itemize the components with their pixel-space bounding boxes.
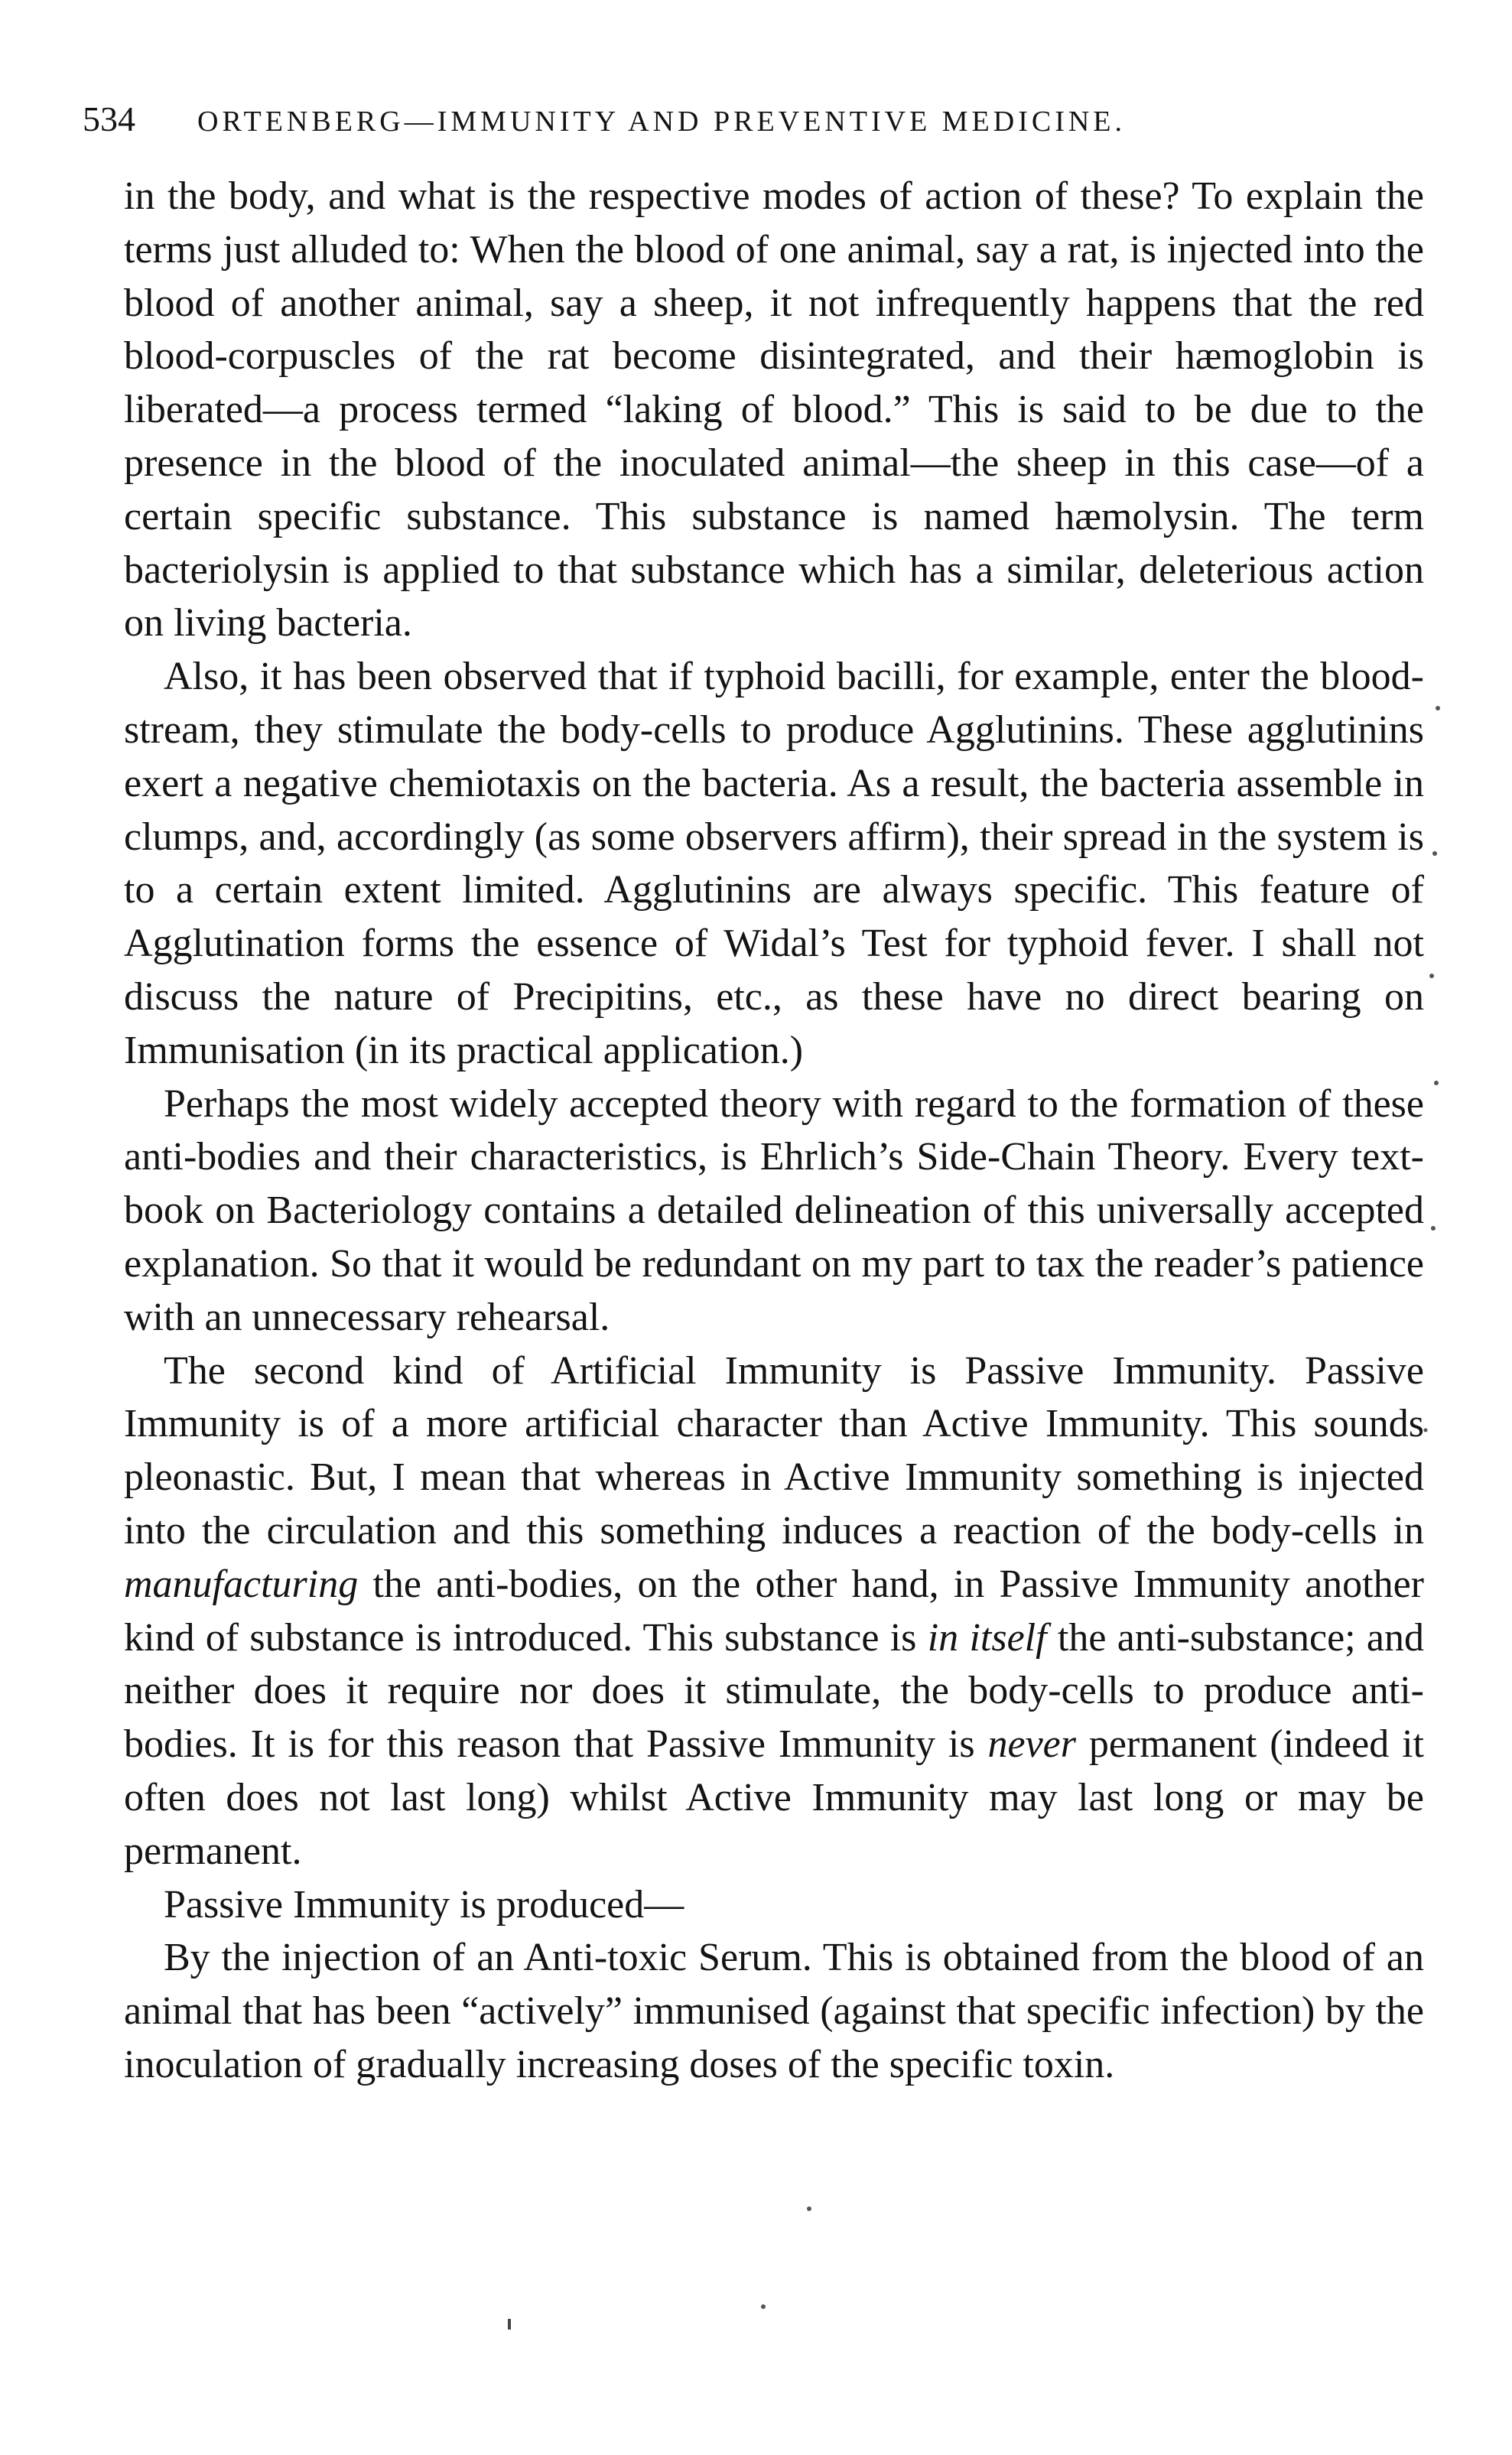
scan-speck: [1429, 974, 1434, 978]
paragraph-text: The second kind of Artificial Immunity is Passive Immunity. Passive Immunity is of a more artificial character than Active Immunity. This sounds pleonastic. But, I mean that whereas in Active Immunity something is injected into the circulation and this something induces a reaction of the body-cells in: [124, 1348, 1424, 1553]
paragraph-text: the anti-substance; and neither does it require nor does it stimulate, the body-cells to produce anti-bodies. It is for this reason that Passive Immunity is: [124, 1615, 1424, 1767]
paragraph-hemolysin: [124, 170, 1424, 650]
scan-speck: [1424, 1429, 1428, 1432]
running-head: [83, 98, 1444, 144]
paragraph-text: By the injection of an Anti-toxic Serum. This is obtained from the blood of an animal that has been “actively” immunised (against that specific infection) by the inoculation of gradually increasing doses of the specific toxin.: [124, 1936, 1424, 2086]
italic-text: never: [987, 1722, 1076, 1767]
page-number: 534: [83, 99, 135, 138]
paragraph-text: Passive Immunity is produced—: [164, 1882, 684, 1927]
paragraph-text: in the body, and what is the respective modes of action of these? To explain the terms just alluded to: When the blood of one animal, say a rat, is injected into the blood of another animal, say a sheep, it not infrequently happens that the red blood-corpuscles of the rat become disintegrated, and their hæmoglobin is liberated—a process termed “laking of blood.” This is said to be due to the presence in the blood of the inoculated animal—the sheep in this case—of a certain specific substance. This substance is named hæmolysin. The term bacteriolysin is applied to that substance which has a similar, deleterious action on living bacteria.: [124, 174, 1424, 645]
body-text: [124, 170, 1424, 2092]
paragraph-passive-immunity-produced: [124, 1878, 1424, 1932]
scan-speck: [508, 2319, 511, 2330]
scan-speck: [807, 2206, 811, 2211]
paragraph-antitoxic-serum: [124, 1931, 1424, 2091]
running-title: ORTENBERG—IMMUNITY AND PREVENTIVE MEDICINE.: [197, 106, 1127, 138]
paragraph-text: Perhaps the most widely accepted theory with regard to the formation of these anti-bodies and their characteristics, is Ehrlich’s Side-Chain Theory. Every text-book on Bacteriology contains a detailed delineation of this universally accepted explanation. So that it would be redundant on my part to tax the reader’s patience with an unnecessary rehearsal.: [124, 1081, 1424, 1339]
paragraph-side-chain-theory: [124, 1078, 1424, 1345]
scan-speck: [1431, 1226, 1436, 1231]
scan-speck: [761, 2304, 766, 2309]
paragraph-text: permanent (indeed it often does not last long) whilst Active Immunity may last long or may be permanent.: [124, 1722, 1424, 1873]
paragraph-text: Also, it has been observed that if typhoid bacilli, for example, enter the blood-stream, they stimulate the body-cells to produce Agglutinins. These agglutinins exert a negative chemiotaxis on the bacteria. As a result, the bacteria assemble in clumps, and, accordingly (as some observers affirm), their spread in the system is to a certain extent limited. Agglutinins are always specific. This feature of Agglutination forms the essence of Widal’s Test for typhoid fever. I shall not discuss the nature of Precipitins, etc., as these have no direct bearing on Immunisation (in its practical application.): [124, 655, 1424, 1072]
scan-speck: [1434, 1081, 1439, 1085]
paragraph-text: the anti-bodies, on the other hand, in Passive Immunity another kind of substance is introduced. This substance is: [124, 1562, 1424, 1660]
scan-speck: [1432, 851, 1437, 856]
scan-speck: [1436, 706, 1440, 710]
paragraph-agglutinins: [124, 650, 1424, 1077]
paragraph-passive-immunity: [124, 1345, 1424, 1878]
italic-text: manufacturing: [124, 1562, 359, 1606]
italic-text: in itself: [927, 1615, 1047, 1660]
